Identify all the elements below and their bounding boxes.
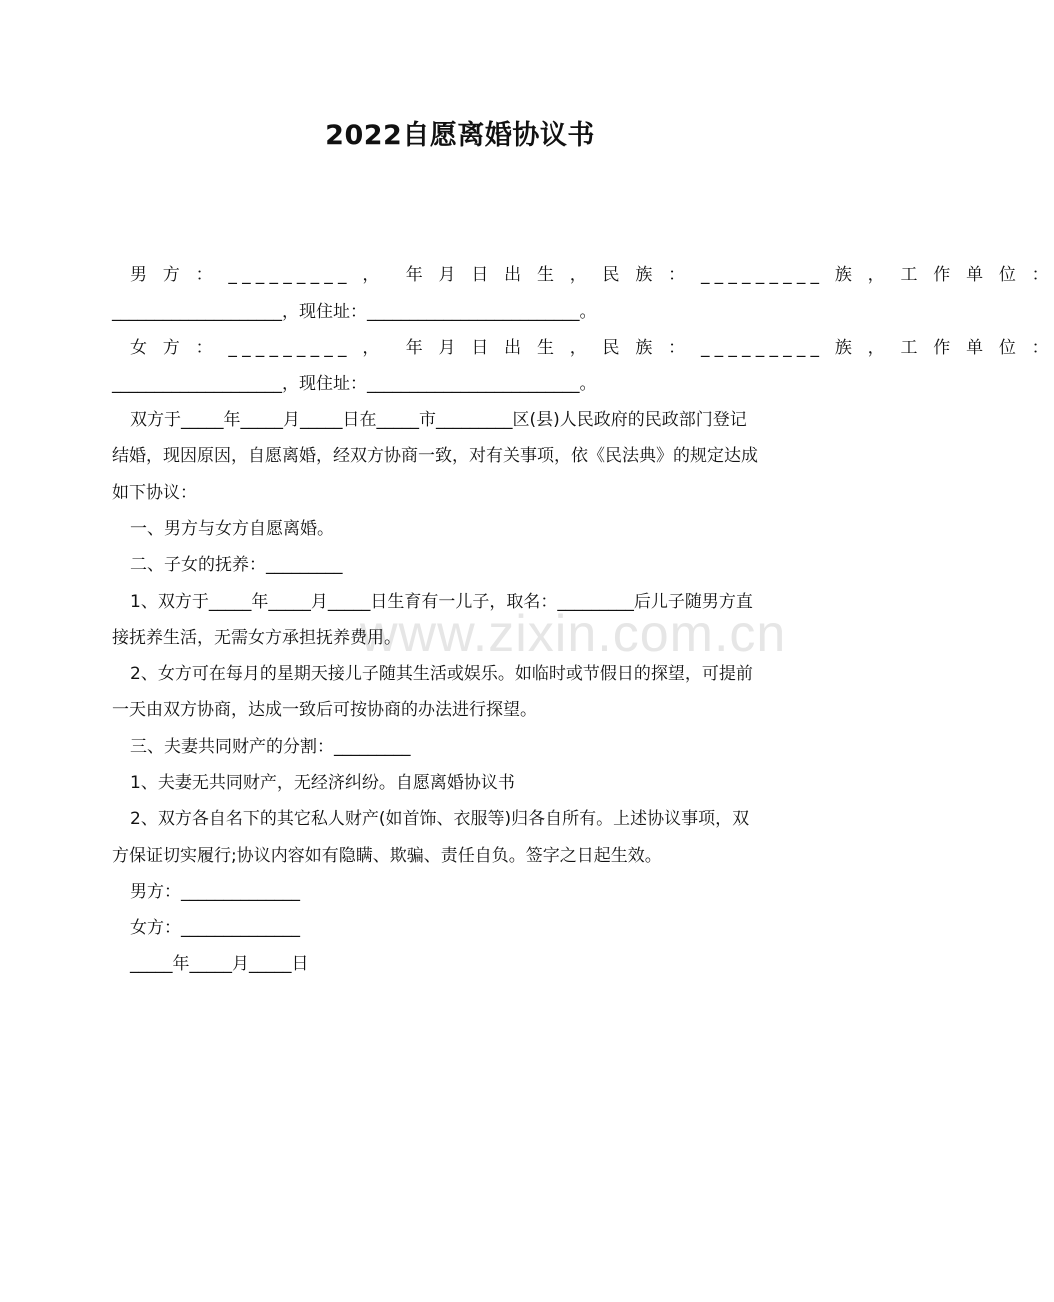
watermark-text: www.zixin.com.cn (360, 605, 787, 663)
signing-date-line: _____年_____月_____日 (130, 954, 309, 974)
clause-one: 一、男方与女方自愿离婚。 (130, 519, 334, 539)
divorce-reason-line: 结婚，现因原因，自愿离婚，经双方协商一致，对有关事项，依《民法典》的规定达成 (112, 446, 758, 466)
clause-three-item-one: 1、夫妻无共同财产，无经济纠纷。自愿离婚协议书 (130, 773, 515, 793)
document-title: 2022自愿离婚协议书 (325, 120, 595, 151)
male-party-line: 男 方 ： _________ ， 年 月 日 出 生 ， 民 族 ： _________ 族 ， 工 作 单 位 ： (130, 265, 1054, 285)
clause-three-item-two-cont: 方保证切实履行;协议内容如有隐瞒、欺骗、责任自负。签字之日起生效。 (112, 846, 662, 866)
clause-two-heading: 二、子女的抚养：_________ (130, 555, 343, 575)
clause-two-item-one-cont: 接抚养生活，无需女方承担抚养费用。 (112, 628, 401, 648)
clause-three-item-two: 2、双方各自名下的其它私人财产(如首饰、衣服等)归各自所有。上述协议事项，双 (130, 809, 750, 829)
male-signature-line: 男方：______________ (130, 882, 300, 902)
male-address-line: ____________________，现住址：_________________________。 (112, 302, 597, 322)
female-party-line: 女 方 ： _________ ， 年 月 日 出 生 ， 民 族 ： _________ 族 ， 工 作 单 位 ： (130, 338, 1054, 358)
marriage-registration-line: 双方于_____年_____月_____日在_____市_________区(县)人民政府的民政部门登记 (130, 410, 747, 430)
agreement-intro-line: 如下协议： (112, 483, 197, 503)
female-signature-line: 女方：______________ (130, 918, 300, 938)
clause-two-item-one: 1、双方于_____年_____月_____日生育有一儿子，取名：_________后儿子随男方直 (130, 592, 753, 612)
clause-two-item-two-cont: 一天由双方协商，达成一致后可按协商的办法进行探望。 (112, 700, 537, 720)
female-address-line: ____________________，现住址：_________________________。 (112, 374, 597, 394)
clause-three-heading: 三、夫妻共同财产的分割：_________ (130, 737, 411, 757)
clause-two-item-two: 2、女方可在每月的星期天接儿子随其生活或娱乐。如临时或节假日的探望，可提前 (130, 664, 753, 684)
